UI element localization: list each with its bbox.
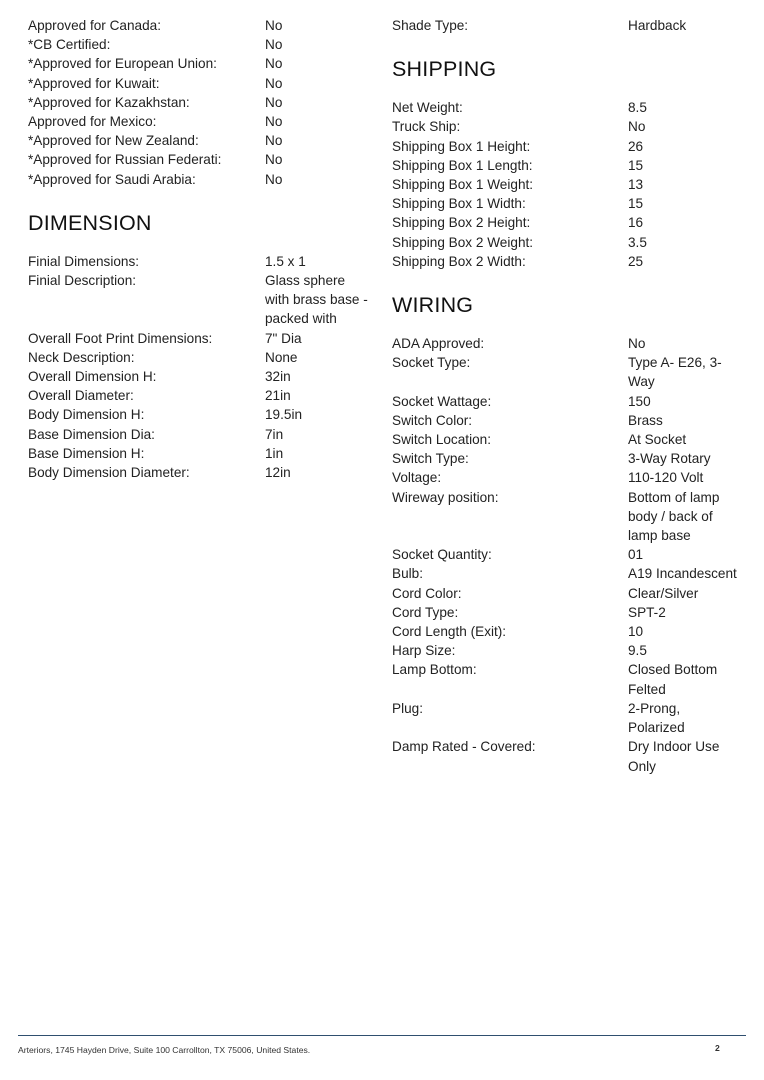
spec-label: Socket Quantity: bbox=[392, 547, 492, 563]
spec-value: 10 bbox=[628, 624, 644, 640]
spec-value: No bbox=[265, 75, 283, 91]
spec-label: *Approved for New Zealand: bbox=[28, 133, 199, 149]
spec-row bbox=[28, 112, 373, 131]
spec-label: Shipping Box 2 Weight: bbox=[392, 234, 534, 250]
spec-row bbox=[392, 545, 737, 564]
spec-row bbox=[28, 74, 373, 93]
spec-label: Switch Type: bbox=[392, 451, 469, 467]
spec-value: 7" Dia bbox=[265, 330, 302, 346]
spec-label: Cord Length (Exit): bbox=[392, 624, 507, 640]
footer-address: Arteriors, 1745 Hayden Drive, Suite 100 Carrollton, TX 75006, United States. bbox=[18, 1045, 311, 1055]
spec-label: Base Dimension H: bbox=[28, 445, 145, 461]
spec-row bbox=[392, 353, 737, 391]
spec-label: Shipping Box 1 Height: bbox=[392, 138, 531, 154]
spec-label: Overall Foot Print Dimensions: bbox=[28, 330, 213, 346]
spec-label: Shipping Box 1 Width: bbox=[392, 196, 526, 212]
spec-label: Switch Color: bbox=[392, 412, 473, 428]
spec-value: 15 bbox=[628, 196, 644, 212]
spec-label: Lamp Bottom: bbox=[392, 662, 477, 678]
spec-row bbox=[28, 405, 373, 424]
spec-label: Body Dimension Diameter: bbox=[28, 465, 190, 481]
spec-value: SPT-2 bbox=[628, 604, 666, 620]
spec-label: Cord Color: bbox=[392, 585, 462, 601]
spec-value: 21in bbox=[265, 388, 291, 404]
spec-value: No bbox=[265, 94, 283, 110]
spec-value: 15 bbox=[628, 157, 644, 173]
spec-value: 3.5 bbox=[628, 234, 647, 250]
spec-row bbox=[392, 194, 737, 213]
spec-row bbox=[392, 334, 737, 353]
shade-section bbox=[392, 16, 737, 35]
spec-value: 1in bbox=[265, 445, 284, 461]
spec-row bbox=[392, 252, 737, 271]
spec-value: 110-120 Volt bbox=[628, 470, 704, 486]
spec-label: Base Dimension Dia: bbox=[28, 426, 155, 442]
spec-value: 12in bbox=[265, 465, 291, 481]
spec-label: Neck Description: bbox=[28, 349, 135, 365]
spec-value: No bbox=[265, 37, 283, 53]
left-column bbox=[28, 16, 373, 482]
spec-value: No bbox=[265, 133, 283, 149]
spec-row bbox=[28, 348, 373, 367]
spec-label: Shipping Box 1 Weight: bbox=[392, 177, 534, 193]
spec-row bbox=[392, 564, 737, 583]
spec-label: Shade Type: bbox=[392, 18, 469, 33]
spec-row bbox=[392, 603, 737, 622]
spec-value: 2-Prong, Polarized bbox=[628, 700, 685, 736]
dimension-section bbox=[28, 252, 373, 482]
spec-label: Approved for Canada: bbox=[28, 18, 162, 33]
spec-value: No bbox=[628, 119, 646, 135]
spec-label: Harp Size: bbox=[392, 643, 456, 659]
spec-row bbox=[28, 35, 373, 54]
spec-row bbox=[392, 430, 737, 449]
spec-row bbox=[28, 150, 373, 169]
spec-value: No bbox=[265, 171, 283, 187]
spec-value: Hardback bbox=[628, 18, 687, 33]
spec-value: No bbox=[265, 56, 283, 72]
spec-row bbox=[28, 93, 373, 112]
spec-value: No bbox=[265, 152, 283, 168]
spec-value: None bbox=[265, 349, 298, 365]
spec-value: At Socket bbox=[628, 432, 687, 448]
spec-label: Socket Wattage: bbox=[392, 393, 492, 409]
spec-row bbox=[28, 367, 373, 386]
spec-row bbox=[28, 463, 373, 482]
spec-label: *Approved for Saudi Arabia: bbox=[28, 171, 196, 187]
spec-row bbox=[28, 16, 373, 35]
spec-label: Truck Ship: bbox=[392, 119, 461, 135]
spec-label: Net Weight: bbox=[392, 100, 463, 116]
spec-label: Plug: bbox=[392, 700, 423, 716]
spec-row bbox=[392, 468, 737, 487]
spec-row bbox=[392, 660, 737, 698]
spec-value: 3-Way Rotary bbox=[628, 451, 711, 467]
spec-value: 26 bbox=[628, 138, 644, 154]
spec-value: Clear/Silver bbox=[628, 585, 699, 601]
spec-row bbox=[28, 444, 373, 463]
spec-label: ADA Approved: bbox=[392, 336, 485, 352]
spec-value: A19 Incandescent bbox=[628, 566, 737, 582]
spec-row bbox=[392, 392, 737, 411]
spec-row bbox=[28, 170, 373, 189]
spec-row bbox=[28, 329, 373, 348]
spec-row bbox=[392, 699, 737, 737]
spec-value: Closed Bottom Felted bbox=[628, 662, 718, 697]
spec-value: 25 bbox=[628, 253, 644, 269]
spec-row bbox=[392, 137, 737, 156]
spec-label: Overall Diameter: bbox=[28, 388, 134, 404]
spec-value: 01 bbox=[628, 547, 644, 563]
spec-value: 16 bbox=[628, 215, 644, 231]
spec-label: Voltage: bbox=[392, 470, 442, 486]
spec-label: Bulb: bbox=[392, 566, 423, 582]
spec-value: Type A- E26, 3-Way bbox=[628, 355, 722, 390]
dimension-heading: DIMENSION bbox=[28, 210, 152, 235]
spec-value: Brass bbox=[628, 412, 663, 428]
spec-row bbox=[28, 131, 373, 150]
spec-value: 1.5 x 1 bbox=[265, 253, 306, 269]
spec-label: Socket Type: bbox=[392, 355, 471, 371]
spec-row bbox=[392, 584, 737, 603]
spec-label: Cord Type: bbox=[392, 604, 459, 620]
spec-label: Damp Rated - Covered: bbox=[392, 739, 536, 755]
spec-value: 150 bbox=[628, 393, 651, 409]
spec-label: *Approved for European Union: bbox=[28, 56, 217, 72]
spec-label: Finial Dimensions: bbox=[28, 253, 140, 269]
spec-row bbox=[392, 156, 737, 175]
spec-label: Body Dimension H: bbox=[28, 407, 145, 423]
spec-row bbox=[392, 117, 737, 136]
spec-label: *Approved for Kazakhstan: bbox=[28, 94, 190, 110]
footer-divider bbox=[18, 1035, 746, 1036]
spec-value: Bottom of lamp body / back of lamp base bbox=[628, 489, 720, 544]
spec-row bbox=[392, 175, 737, 194]
spec-label: *Approved for Kuwait: bbox=[28, 75, 160, 91]
spec-label: *CB Certified: bbox=[28, 37, 111, 53]
right-column bbox=[392, 16, 737, 776]
approvals-section bbox=[28, 16, 373, 189]
spec-value: 7in bbox=[265, 426, 284, 442]
spec-label: Approved for Mexico: bbox=[28, 114, 157, 130]
spec-value: No bbox=[265, 114, 283, 130]
spec-row bbox=[392, 622, 737, 641]
spec-value: 8.5 bbox=[628, 100, 647, 116]
wiring-heading: WIRING bbox=[392, 293, 474, 318]
page-number: 2 bbox=[715, 1043, 720, 1053]
wiring-section bbox=[392, 334, 737, 776]
spec-value: No bbox=[265, 18, 283, 33]
spec-value: 13 bbox=[628, 177, 644, 193]
spec-row bbox=[392, 98, 737, 117]
spec-label: Overall Dimension H: bbox=[28, 369, 157, 385]
shipping-heading: SHIPPING bbox=[392, 57, 497, 82]
spec-value: Dry Indoor Use Only bbox=[628, 739, 720, 774]
spec-row bbox=[28, 271, 373, 329]
spec-label: *Approved for Russian Federati: bbox=[28, 152, 222, 168]
spec-row bbox=[392, 16, 737, 35]
spec-row bbox=[28, 54, 373, 73]
spec-row bbox=[392, 737, 737, 775]
shipping-section bbox=[392, 98, 737, 271]
spec-row bbox=[392, 641, 737, 660]
spec-row bbox=[392, 449, 737, 468]
spec-label: Finial Description: bbox=[28, 273, 137, 289]
spec-value: Glass sphere with brass base - packed with bbox=[265, 273, 368, 327]
spec-label: Shipping Box 1 Length: bbox=[392, 157, 533, 173]
spec-value: No bbox=[628, 336, 646, 352]
spec-row bbox=[28, 252, 373, 271]
spec-label: Shipping Box 2 Width: bbox=[392, 253, 526, 269]
spec-label: Shipping Box 2 Height: bbox=[392, 215, 531, 231]
spec-row bbox=[392, 213, 737, 232]
spec-label: Switch Location: bbox=[392, 432, 491, 448]
spec-row bbox=[392, 411, 737, 430]
spec-value: 32in bbox=[265, 369, 291, 385]
spec-value: 19.5in bbox=[265, 407, 303, 423]
spec-label: Wireway position: bbox=[392, 489, 499, 505]
spec-row bbox=[28, 386, 373, 405]
spec-row bbox=[392, 233, 737, 252]
spec-row bbox=[28, 425, 373, 444]
spec-row bbox=[392, 488, 737, 546]
spec-value: 9.5 bbox=[628, 643, 647, 659]
